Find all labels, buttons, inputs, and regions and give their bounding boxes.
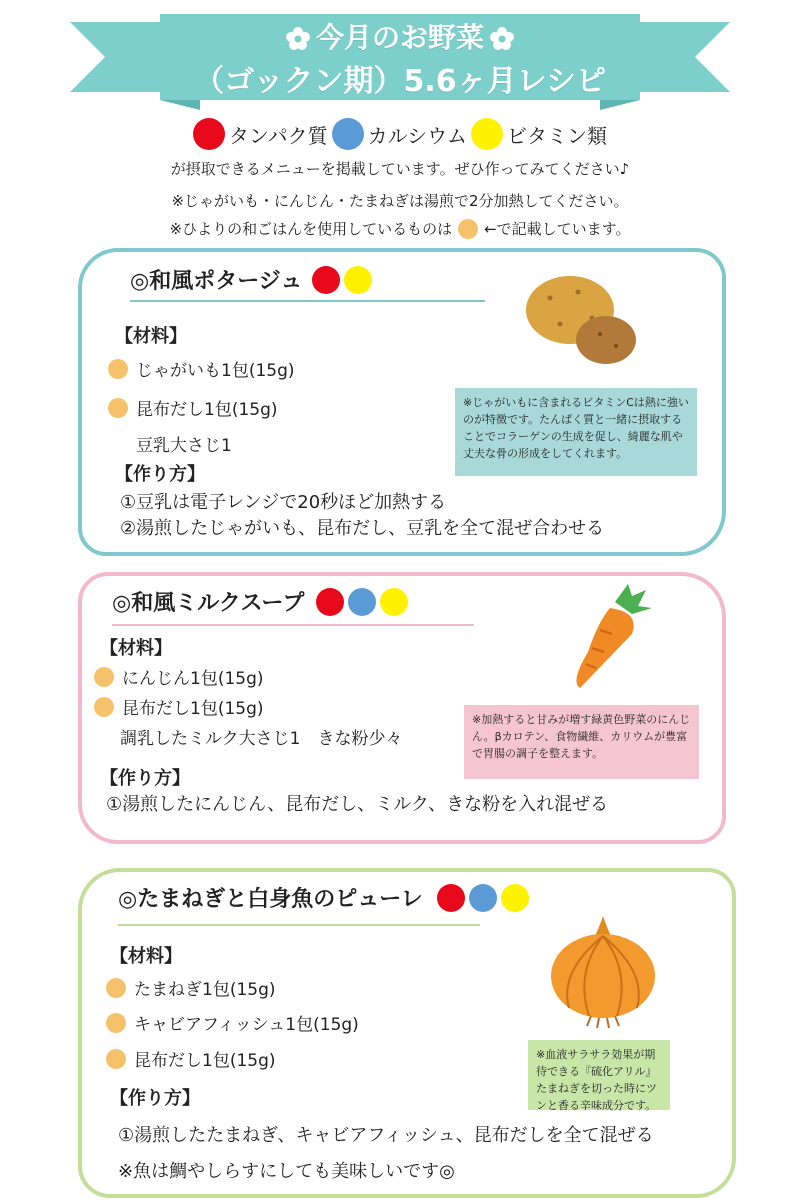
wagohan-dot-icon	[106, 1013, 126, 1033]
wagohan-dot-icon	[458, 219, 478, 239]
ingredient-row	[108, 395, 278, 420]
legend-calcium: カルシウム	[367, 123, 467, 148]
method-step: ①豆乳は電子レンジで20秒ほど加熱する	[120, 492, 447, 513]
wagohan-dot-icon	[94, 697, 114, 717]
calcium-dot-icon	[469, 884, 497, 912]
calcium-dot-icon	[332, 118, 364, 150]
protein-dot-icon	[437, 884, 465, 912]
calcium-dot-icon	[348, 588, 376, 616]
potato-illustration	[520, 268, 640, 368]
legend-protein: タンパク質	[229, 123, 328, 148]
ingredient-row	[106, 1010, 359, 1035]
materials-label: 【材料】	[100, 638, 172, 659]
method-step: ※魚は鯛やしらすにしても美味しいです◎	[118, 1161, 455, 1182]
intro-line-1: が摂取できるメニューを掲載しています。ぜひ作ってみてください♪	[170, 160, 630, 178]
ingredient-text: 昆布だし1包(15g)	[134, 1051, 276, 1071]
recipe-title-text: ◎和風ポタージュ	[130, 269, 303, 294]
flower-icon	[286, 27, 310, 51]
intro-line-3	[0, 218, 800, 239]
ingredient-row	[94, 694, 264, 719]
ingredient-text: 昆布だし1包(15g)	[136, 400, 278, 420]
vitamin-dot-icon	[471, 118, 503, 150]
wagohan-dot-icon	[108, 359, 128, 379]
legend-vitamin: ビタミン類	[506, 123, 607, 148]
ingredient-row	[136, 431, 232, 456]
recipe-title-text: ◎和風ミルクスープ	[112, 591, 305, 616]
onion-illustration	[545, 912, 661, 1028]
title-underline	[130, 300, 485, 302]
vitamin-dot-icon	[380, 588, 408, 616]
ingredient-row	[106, 975, 276, 1000]
flower-icon	[490, 27, 514, 51]
ingredient-text: じゃがいも1包(15g)	[136, 361, 295, 381]
header-title-text: 今月のお野菜	[315, 21, 484, 54]
vitamin-dot-icon	[344, 266, 372, 294]
recipe-title	[112, 586, 408, 617]
protein-dot-icon	[193, 118, 225, 150]
method-step: ①湯煎したたまねぎ、キャビアフィッシュ、昆布だしを全て混ぜる	[118, 1125, 654, 1146]
protein-dot-icon	[316, 588, 344, 616]
header-subtitle: （ゴックン期）5.6ヶ月レシピ	[194, 64, 606, 99]
nutrient-legend	[0, 118, 800, 150]
title-underline	[112, 624, 474, 626]
protein-dot-icon	[312, 266, 340, 294]
ingredient-text: 豆乳大さじ1	[136, 436, 232, 456]
nutrition-note: ※加熱すると甘みが増す緑黄色野菜のにんじん。βカロテン、食物繊維、カリウムが豊富で胃腸の調子を整えます。	[464, 705, 699, 779]
ingredient-text: キャビアフィッシュ1包(15g)	[134, 1015, 359, 1035]
wagohan-dot-icon	[108, 398, 128, 418]
wagohan-dot-icon	[94, 667, 114, 687]
ingredient-row	[108, 356, 295, 381]
ingredient-text: にんじん1包(15g)	[122, 669, 264, 689]
recipe-title-text: ◎たまねぎと白身魚のピューレ	[118, 887, 423, 912]
ingredient-row	[106, 1046, 276, 1071]
method-label: 【作り方】	[100, 768, 190, 789]
wagohan-dot-icon	[106, 1049, 126, 1069]
header-title-line1	[0, 16, 800, 56]
ingredient-text: 調乳したミルク大さじ1 きな粉少々	[120, 729, 403, 749]
materials-label: 【材料】	[115, 326, 187, 347]
vitamin-dot-icon	[501, 884, 529, 912]
carrot-illustration	[560, 582, 660, 692]
ingredient-text: たまねぎ1包(15g)	[134, 980, 276, 1000]
nutrition-note: ※じゃがいもに含まれるビタミンCは熱に強いのが特徴です。たんぱく質と一緒に摂取することでコラーゲンの生成を促し、綺麗な肌や丈夫な骨の形成をしてくれます。	[455, 388, 697, 476]
materials-label: 【材料】	[110, 946, 182, 967]
method-label: 【作り方】	[115, 464, 205, 485]
wagohan-dot-icon	[106, 978, 126, 998]
intro-line-3-text: ※ひよりの和ごはんを使用しているものは	[169, 220, 453, 238]
ingredient-row	[120, 724, 402, 749]
ingredient-text: 昆布だし1包(15g)	[122, 699, 264, 719]
intro-line-2: ※じゃがいも・にんじん・たまねぎは湯煎で2分加熱してください。	[171, 192, 629, 210]
title-underline	[118, 924, 480, 926]
ingredient-row	[94, 664, 264, 689]
recipe-title	[130, 264, 372, 295]
method-step: ②湯煎したじゃがいも、昆布だし、豆乳を全て混ぜ合わせる	[120, 518, 605, 539]
method-label: 【作り方】	[110, 1088, 200, 1109]
recipe-title	[118, 882, 529, 913]
method-step: ①湯煎したにんじん、昆布だし、ミルク、きな粉を入れ混ぜる	[106, 794, 609, 815]
intro-line-3-suffix: ←で記載しています。	[484, 220, 631, 238]
nutrition-note: ※血液サラサラ効果が期待できる『硫化アリル』たまねぎを切った時にツンと香る辛味成分です。	[528, 1040, 670, 1110]
